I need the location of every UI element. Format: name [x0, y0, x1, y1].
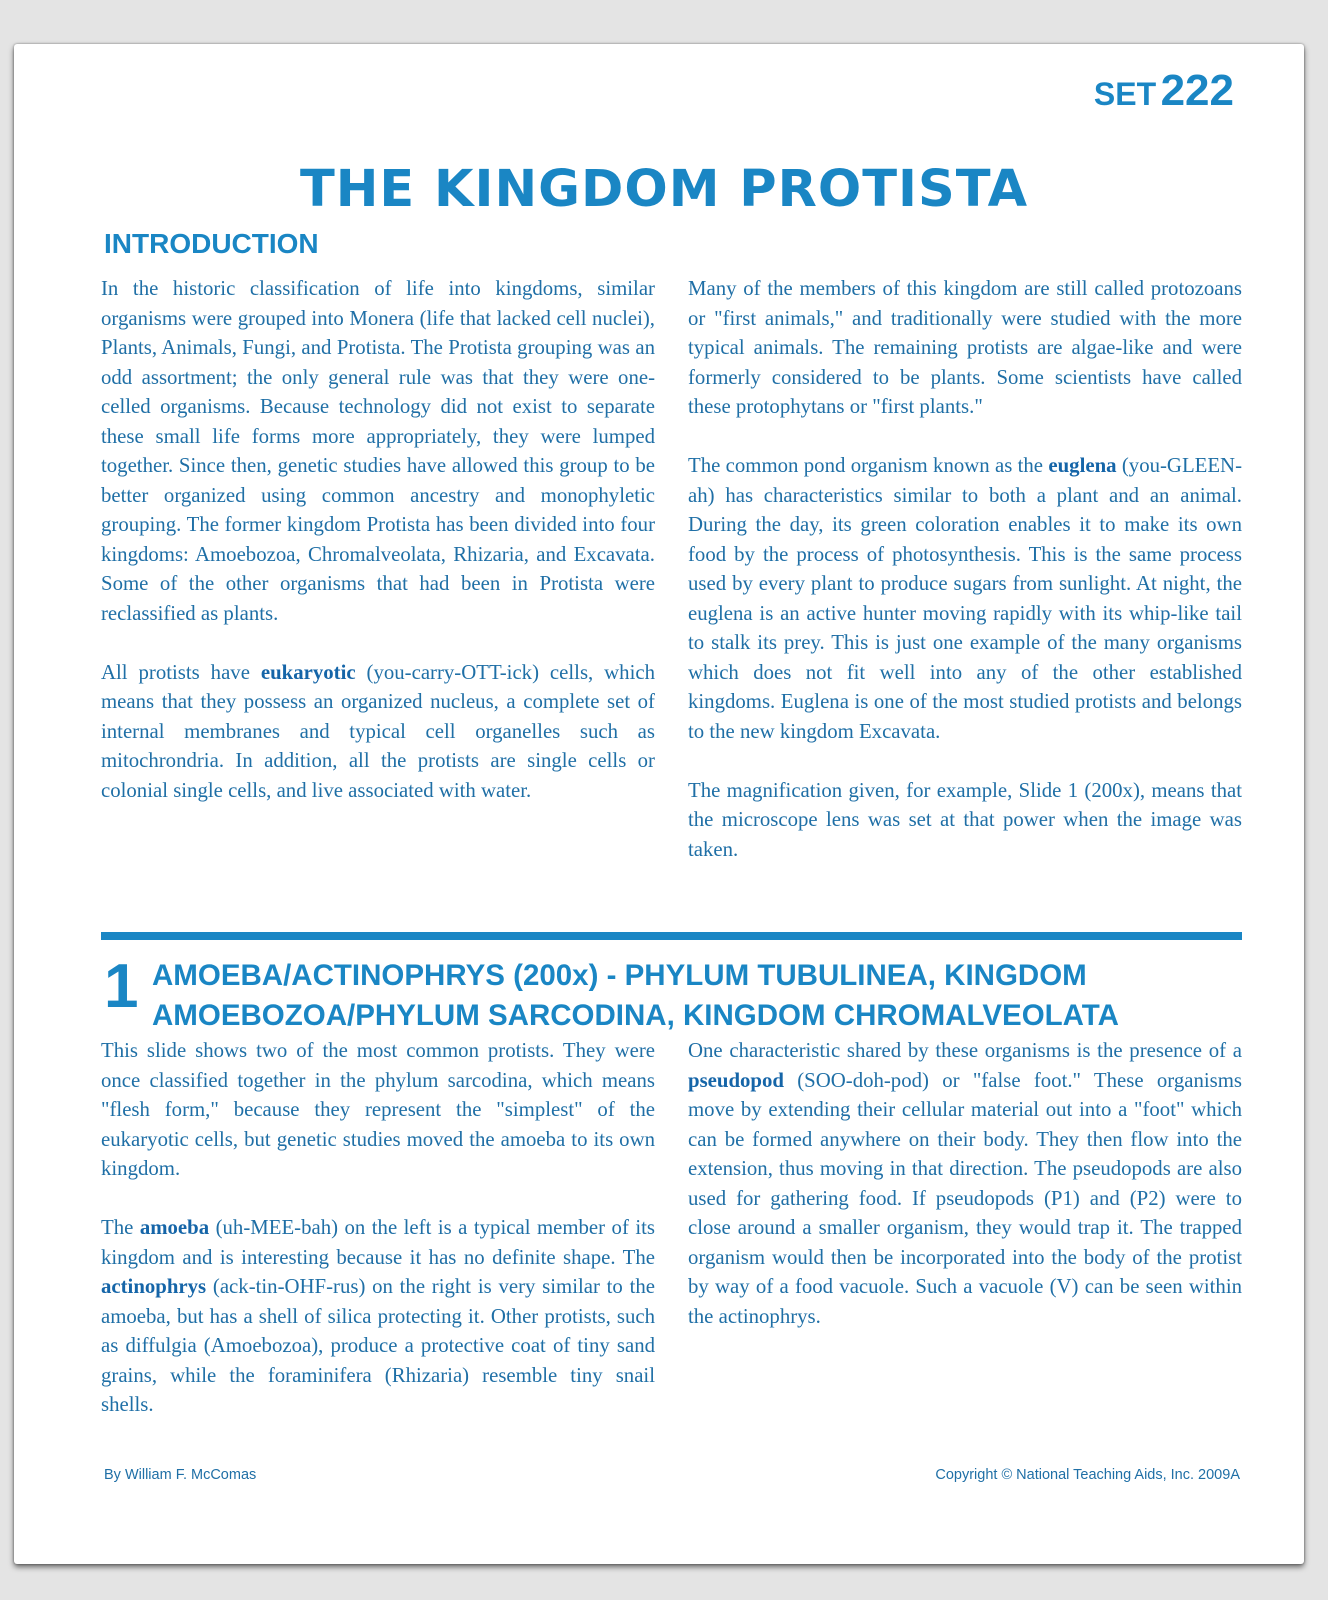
text-run: In the historic classification of life into kingdoms, similar organisms were grouped into Monera (life that lacked cell nuclei), Plants, Animals, Fungi, and Protista. The Protista grouping was an odd assortment; the only general rule was that they were one-celled organisms. Because technology did not exist to separate these small life forms more appropriately, they were lumped together. Since then, genetic studies have allowed this group to be better organized using common ancestry and monophyletic grouping. The former kingdom Protista has been divided into four kingdoms: Amoebozoa, Chromalveolata, Rhizaria, and Excavata. Some of the other organisms that had been in Protista were reclassified as plants.: [101, 277, 655, 625]
section-divider: [101, 932, 1242, 940]
intro-heading: INTRODUCTION: [104, 228, 319, 259]
intro-right-paragraph: [688, 451, 1242, 746]
text-run: (you-carry-OTT-ick) cells, which means that they possess an organized nucleus, a complete set of internal membranes and typical cell organelles such as mitochrondria. In addition, all the protists are single cells or colonial single cells, and live associated with water.: [101, 660, 655, 802]
section-right-column: [688, 1036, 1242, 1331]
section-left-paragraph: [101, 1036, 655, 1184]
intro-left-paragraph: [101, 658, 655, 806]
text-run: Many of the members of this kingdom are still called protozoans or "first animals," and traditionally were studied with the more typical animals. The remaining protists are algae-like and were formerly considered to be plants. Some scientists have called these protophytans or "first plants.": [688, 277, 1242, 418]
text-run: The magnification given, for example, Slide 1 (200x), means that the microscope lens was set at that power when the image was taken.: [688, 778, 1242, 861]
text-run: This slide shows two of the most common protists. They were once classified together in the phylum sarcodina, which means "flesh form," because they represent the "simplest" of the eukaryotic cells, but genetic studies moved the amoeba to its own kingdom.: [101, 1039, 655, 1180]
set-label: [1094, 66, 1234, 116]
intro-left-column: [101, 274, 655, 805]
term-amoeba: amoeba: [139, 1216, 210, 1239]
section-left-paragraph: [101, 1213, 655, 1420]
text-run: All protists have: [101, 660, 261, 684]
text-run: (SOO-doh-pod) or "false foot." These organisms move by extending their cellular material out into a "foot" which can be formed anywhere on their body. They then flow into the extension, thus moving in that direction. The pseudopods are also used for gathering food. If pseudopods (P1) and (P2) were to close around a smaller organism, they would trap it. The trapped organism would then be incorporated into the body of the protist by way of a food vacuole. Such a vacuole (V) can be seen within the actinophrys.: [688, 1068, 1242, 1328]
text-run: The common pond organism known as the: [688, 454, 1049, 477]
section-heading-line: AMOEBA/ACTINOPHRYS (200x) - PHYLUM TUBULINEA, KINGDOM: [152, 959, 1087, 992]
text-run: (ack-tin-OHF-rus) on the right is very similar to the amoeba, but has a shell of silica protecting it. Other protists, such as diffulgia (Amoebozoa), produce a protective coat of tiny sand grains, while the foraminifera (Rhizaria) resemble tiny snail shells.: [101, 1275, 655, 1416]
intro-right-paragraph: [688, 776, 1242, 865]
text-run: (uh-MEE-bah) on the left is a typical member of its kingdom and is interesting because it has no definite shape. The: [101, 1216, 655, 1269]
copyright-notice: Copyright © National Teaching Aids, Inc. 2009A: [935, 1467, 1240, 1483]
intro-left-paragraph: [101, 274, 655, 628]
term-eukaryotic: eukaryotic: [260, 660, 356, 684]
section-heading-line: AMOEBOZOA/PHYLUM SARCODINA, KINGDOM CHROMALVEOLATA: [152, 999, 1119, 1032]
section-number: 1: [104, 952, 139, 1021]
author-credit: By William F. McComas: [104, 1467, 257, 1483]
intro-right-column: [688, 274, 1242, 864]
section-left-column: [101, 1036, 655, 1420]
text-run: (you-GLEEN-ah) has characteristics similar to both a plant and an animal. During the day, its green coloration enables it to make its own food by the process of photosynthesis. This is the same process used by every plant to produce sugars from sunlight. At night, the euglena is an active hunter moving rapidly with its whip-like tail to stalk its prey. This is just one example of the many organisms which does not fit well into any of the other established kingdoms. Euglena is one of the most studied protists and belongs to the new kingdom Excavata.: [688, 454, 1242, 743]
intro-right-paragraph: [688, 274, 1242, 422]
text-run: One characteristic shared by these organisms is the presence of a: [688, 1039, 1242, 1062]
term-euglena: euglena: [1048, 454, 1117, 477]
term-actinophrys: actinophrys: [101, 1275, 207, 1298]
text-run: The: [101, 1216, 140, 1239]
section-heading: [152, 956, 1262, 1036]
section-right-paragraph: [688, 1036, 1242, 1331]
page-title: THE KINGDOM PROTISTA: [299, 160, 1029, 219]
term-pseudopod: pseudopod: [688, 1068, 784, 1092]
set-number: 222: [1160, 66, 1234, 115]
set-word: SET: [1093, 76, 1157, 112]
